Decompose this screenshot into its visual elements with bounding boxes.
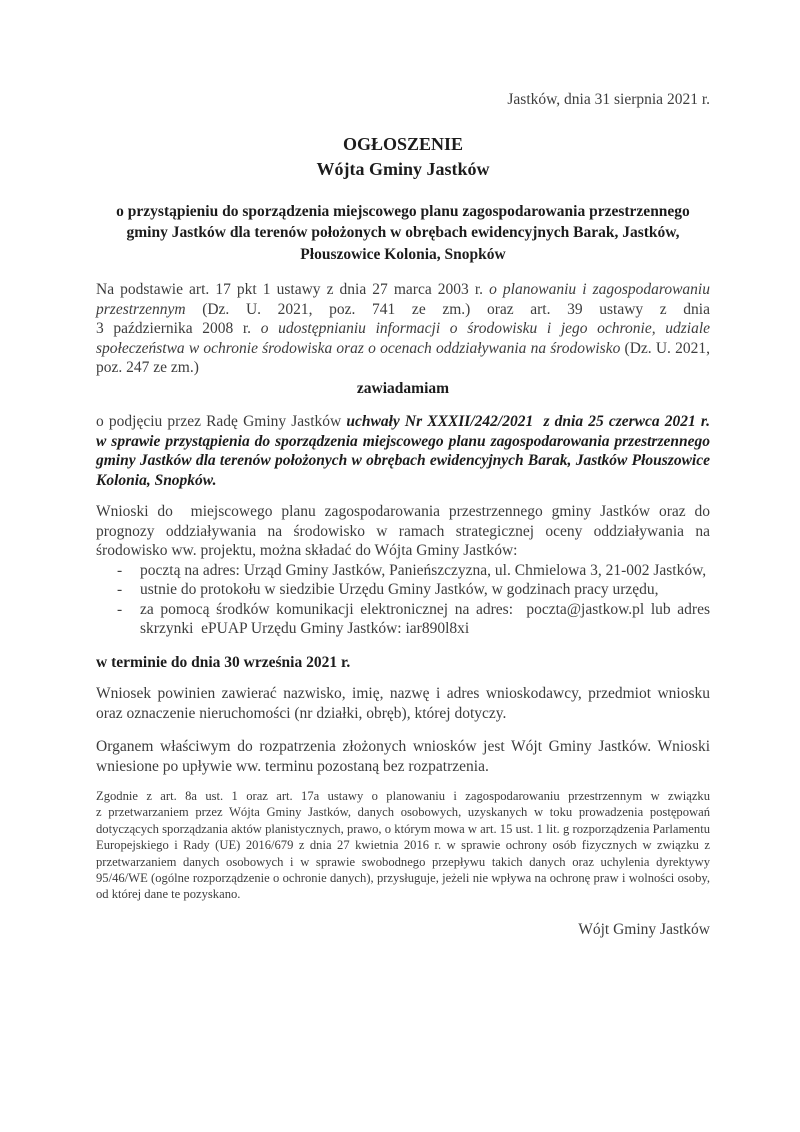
act2-title-italic: o udostępnianiu informacji o środowisku i jego ochronie, udziale społeczeństwa w ochronie środowiska oraz o ocenach oddziaływania na środowisko	[96, 320, 711, 357]
bullet-item-oral	[96, 580, 710, 600]
bullet-text-oral: ustnie do protokołu w siedzibie Urzędu Gminy Jastków, w godzinach pracy urzędu,	[140, 581, 659, 598]
document-title	[96, 132, 710, 182]
notify-word: zawiadamiam	[356, 379, 450, 397]
bullet-item-post	[96, 561, 710, 581]
requests-intro-paragraph: Wnioski do miejscowego planu zagospodarowania przestrzennego gminy Jastków oraz do prognozy oddziaływania na środowisko w ramach strategicznej oceny oddziaływania na środowisko ww. projektu, można składać do Wójta Gminy Jastków:	[96, 503, 710, 559]
resolution-lead: o podjęciu przez Radę Gminy Jastków	[96, 413, 347, 430]
subject-paragraph: o przystąpieniu do sporządzenia miejscowego planu zagospodarowania przestrzennego gminy Jastków dla terenów położonych w obrębach ewidencyjnych Barak, Jastków, Płouszowice Kolonia, Snopków	[116, 202, 690, 263]
bullet-text-electronic: za pomocą środków komunikacji elektronicznej na adres: poczta@jastkow.pl lub adres skrzynki ePUAP Urzędu Gminy Jastków: iar890l8xi	[140, 600, 710, 637]
legal-basis-after-act2: (Dz. U. 2021, poz. 247 ze zm.)	[96, 339, 710, 376]
title-line-announcement: OGŁOSZENIE	[342, 133, 464, 154]
dash-bullet-icon: -	[117, 600, 123, 618]
resolution-details: uchwały Nr XXXII/242/2021 z dnia 25 czerwca 2021 r. w sprawie przystąpienia do sporządzenia miejscowego planu zagospodarowania przestrzennego gminy Jastków dla terenów położonych w obrębach ewidencyjnych Barak, Jastków Płouszowice Kolonia, Snopków.	[96, 413, 710, 489]
bullet-item-electronic	[96, 600, 710, 639]
rodo-legal-note: Zgodnie z art. 8a ust. 1 oraz art. 17a ustawy o planowaniu i zagospodarowaniu przestrzennym w związku z przetwarzaniem przez Wójta Gminy Jastków, danych osobowych, uzyskanych w toku prowadzenia postępowań dotyczących sporządzania aktów planistycznych, prawo, o którym mowa w art. 15 ust. 1 lit. g rozporządzenia Parlamentu Europejskiego i Rady (UE) 2016/679 z dnia 27 kwietnia 2016 r. w sprawie ochrony osób fizycznych w związku z przetwarzaniem danych osobowych i w sprawie swobodnego przepływu takich danych oraz uchylenia dyrektywy 95/46/WE (ogólne rozporządzenie o ochronie danych), przysługuje, jeżeli nie wpływa na ochronę praw i wolności osoby, od której dane te pozyskano.	[96, 789, 710, 902]
authority-paragraph: Organem właściwym do rozpatrzenia złożonych wniosków jest Wójt Gminy Jastków. Wnioski wniesione po upływie ww. terminu pozostaną bez rozpatrzenia.	[96, 738, 710, 775]
bullet-text-post: pocztą na adres: Urząd Gminy Jastków, Panieńszczyzna, ul. Chmielowa 3, 21-002 Jastków,	[140, 561, 707, 579]
title-line-issuer: Wójta Gminy Jastków	[316, 158, 490, 179]
request-requirements-paragraph: Wniosek powinien zawierać nazwisko, imię, nazwę i adres wnioskodawcy, przedmiot wniosku oraz oznaczenie nieruchomości (nr działki, obręb), której dotyczy.	[96, 685, 710, 722]
dash-bullet-icon: -	[117, 561, 123, 579]
deadline-statement: w terminie do dnia 30 września 2021 r.	[96, 653, 351, 671]
legal-basis-date2: 3 października 2008 r.	[96, 320, 261, 337]
date-line: Jastków, dnia 31 sierpnia 2021 r.	[507, 91, 710, 108]
act1-title-italic: o planowaniu i zagospodarowaniu przestrzennym	[96, 281, 710, 318]
signature-line: Wójt Gminy Jastków	[578, 920, 710, 938]
legal-basis-after-act1: (Dz. U. 2021, poz. 741 ze zm.) oraz art. 39 ustawy z dnia	[185, 300, 710, 318]
legal-basis-paragraph-line1	[96, 280, 710, 319]
legal-basis-paragraph-line2	[96, 319, 710, 378]
legal-basis-intro: Na podstawie art. 17 pkt 1 ustawy z dnia 27 marca 2003 r.	[96, 281, 490, 298]
resolution-paragraph	[96, 412, 710, 490]
dash-bullet-icon: -	[117, 581, 123, 598]
